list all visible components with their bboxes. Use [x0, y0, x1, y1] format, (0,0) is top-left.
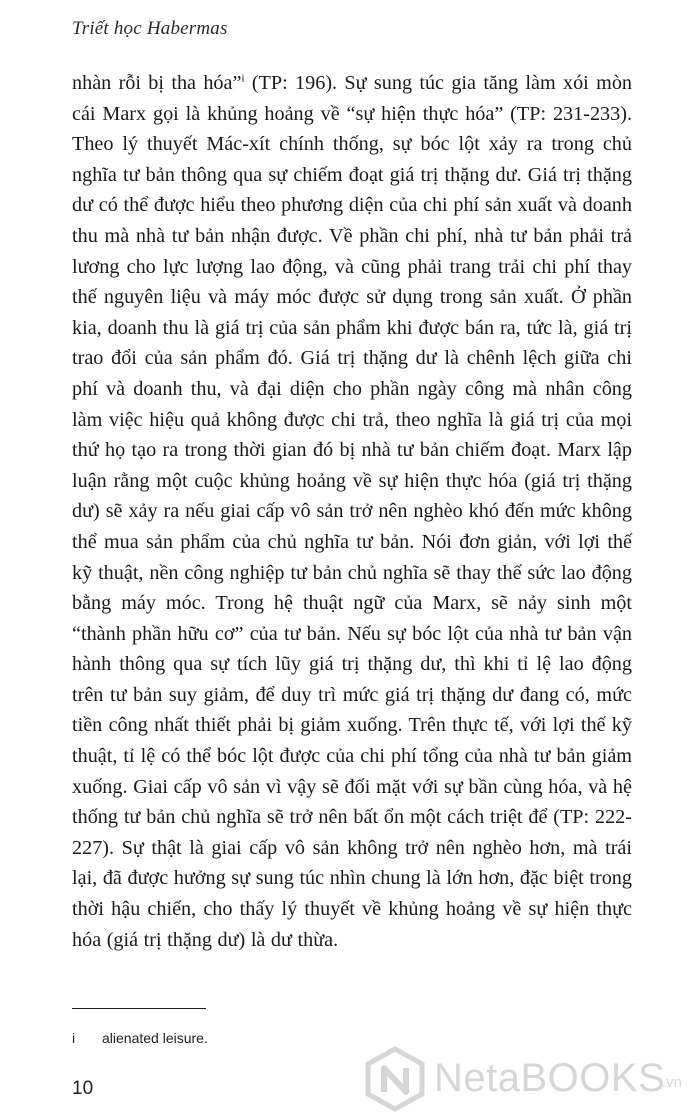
- footnote-divider: [72, 1008, 206, 1009]
- watermark: [362, 1046, 692, 1112]
- footnote: [72, 1030, 208, 1046]
- page-number: 10: [72, 1078, 94, 1099]
- netabooks-logo-icon: [362, 1046, 428, 1112]
- footnote-marker: i: [72, 1030, 76, 1046]
- footnote-reference[interactable]: i: [241, 72, 245, 85]
- paragraph: [72, 68, 632, 955]
- paragraph-rest: (TP: 196). Sự sung túc gia tăng làm xói mòn cái Marx gọi là khủng hoảng về “sự hiện thực hóa” (TP: 231-233). Theo lý thuyết Mác-xít chính thống, sự bóc lột xảy ra trong chủ nghĩa tư bản thông qua sự chiếm đoạt giá trị thặng dư. Giá trị thặng dư có thể được hiểu theo phương diện của chi phí sản xuất và doanh thu mà nhà tư bản nhận được. Về phần chi phí, nhà tư bản phải trả lương cho lực lượng lao động, và cũng phải trang trải chi phí thay thế nguyên liệu và máy móc được sử dụng trong sản xuất. Ở phần kia, doanh thu là giá trị của sản phẩm khi được bán ra, tức là, giá trị trao đổi của sản phẩm đó. Giá trị thặng dư là chênh lệch giữa chi phí và doanh thu, và đại diện cho phần ngày công mà nhân công làm việc hiệu quả không được chi trả, theo nghĩa là giá trị của mọi thứ họ tạo ra trong thời gian đó bị nhà tư bản chiếm đoạt. Marx lập luận rằng một cuộc khủng hoảng về sự hiện thực hóa (giá trị thặng dư) sẽ xảy ra nếu giai cấp vô sản trở nên nghèo khó đến mức không thể mua sản phẩm của chủ nghĩa tư bản. Nói đơn giản, với lợi thế kỹ thuật, nền công nghiệp tư bản chủ nghĩa sẽ thay thế sức lao động bằng máy móc. Trong hệ thuật ngữ của Marx, sẽ nảy sinh một “thành phần hữu cơ” của tư bản. Nếu sự bóc lột của nhà tư bản vận hành thông qua sự tích lũy giá trị thặng dư, thì khi tỉ lệ lao động trên tư bản suy giảm, để duy trì mức giá trị thặng dư đang có, mức tiền công nhất thiết phải bị giảm xuống. Trên thực tế, với lợi thế kỹ thuật, tỉ lệ có thể bóc lột được của chi phí tổng của nhà tư bản giảm xuống. Giai cấp vô sản vì vậy sẽ đối mặt với sự bần cùng hóa, và hệ thống tư bản chủ nghĩa sẽ trở nên bất ổn một cách triệt để (TP: 222-227). Sự thật là giai cấp vô sản không trở nên nghèo hơn, mà trái lại, đã được hưởng sự sung túc nhìn chung là lớn hơn, đặc biệt trong thời hậu chiến, cho thấy lý thuyết về khủng hoảng về sự hiện thực hóa (giá trị thặng dư) là dư thừa.: [72, 72, 633, 951]
- watermark-suffix: .vn: [662, 1074, 683, 1091]
- running-header: Triết học Habermas: [72, 18, 228, 39]
- footnote-text: alienated leisure.: [102, 1030, 208, 1046]
- body-text: [72, 68, 632, 955]
- watermark-text: NetaBOOKS: [434, 1056, 666, 1100]
- paragraph-start: nhàn rỗi bị tha hóa”: [72, 72, 242, 94]
